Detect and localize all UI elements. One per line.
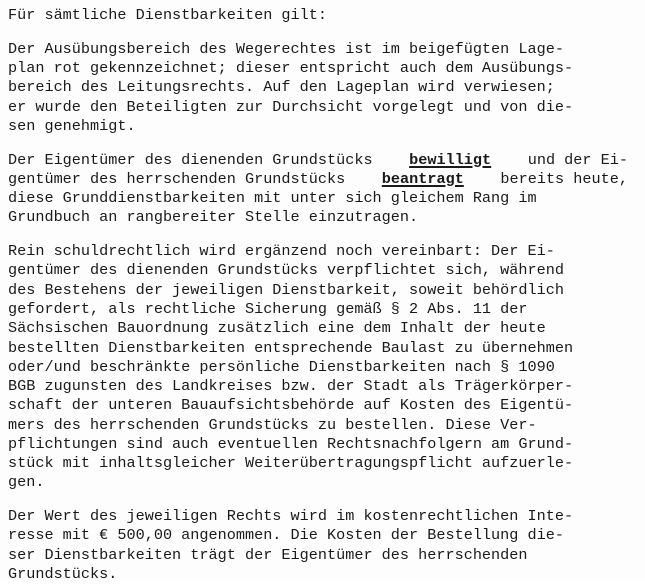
line-text: mers des herrschenden Grundstücks zu bestellen. Diese Ver-: [8, 415, 537, 434]
emphasized-word-beantragt: beantragt: [381, 169, 464, 188]
paragraph3-line: [8, 396, 628, 415]
paragraph4-line: [8, 526, 628, 545]
line-text-post: und der Ei-: [527, 150, 628, 169]
line-text: Sächsischen Bauordnung zusätzlich eine dem Inhalt der heute: [8, 319, 546, 338]
line-text: [8, 151, 628, 170]
line-text: [8, 170, 628, 189]
emphasized-word-bewilligt: bewilligt: [409, 150, 492, 169]
line-text: stück mit inhaltsgleicher Weiterübertragungspflicht aufzuerle-: [8, 454, 574, 473]
line-text: oder/und beschränkte persönliche Dienstbarkeiten nach § 1090: [8, 357, 555, 376]
paragraph3-line: [8, 261, 628, 280]
line-text: Grundstücks.: [8, 565, 118, 583]
document-heading: [8, 6, 628, 25]
paragraph4-line: [8, 546, 628, 565]
line-text: sen genehmigt.: [8, 116, 136, 135]
paragraph2-line: [8, 189, 628, 208]
line-text-pre: Der Eigentümer des dienenden Grundstücks: [8, 150, 373, 169]
line-text: Rein schuldrechtlich wird ergänzend noch vereinbart: Der Ei-: [8, 242, 555, 261]
paragraph3-line: [8, 300, 628, 319]
paragraph4-line: [8, 507, 628, 526]
line-text-post: bereits heute,: [500, 169, 628, 188]
line-text: bestellten Dienstbarkeiten entsprechende Baulast zu übernehmen: [8, 338, 574, 357]
paragraph3-line: [8, 454, 628, 473]
paragraph2-line: [8, 151, 628, 170]
paragraph3-line: [8, 358, 628, 377]
heading-text: Für sämtliche Dienstbarkeiten gilt:: [8, 6, 327, 24]
paragraph1-line: [8, 40, 628, 59]
paragraph3-line: [8, 435, 628, 454]
paragraph3-line: [8, 281, 628, 300]
line-text: gen.: [8, 473, 45, 492]
line-text: Der Ausübungsbereich des Wegerechtes ist im beigefügten Lage-: [8, 39, 564, 58]
paragraph3-line: [8, 473, 628, 492]
paragraph1-line: [8, 98, 628, 117]
line-text: gefordert, als rechtliche Sicherung gemäß § 2 Abs. 11 der: [8, 300, 528, 318]
paragraph1-line: [8, 117, 628, 136]
line-text: er wurde den Beteiligten zur Durchsicht vorgelegt und von die-: [8, 97, 574, 116]
line-text: bereich des Leitungsrechts. Auf den Lageplan wird verwiesen;: [8, 78, 555, 97]
line-text: resse mit € 500,00 angenommen. Die Kosten der Bestellung die-: [8, 526, 564, 545]
paragraph2-line: [8, 170, 628, 189]
line-text: gentümer des dienenden Grundstücks verpflichtet sich, während: [8, 261, 564, 280]
line-text: diese Grunddienstbarkeiten mit unter sich gleichem Rang im: [8, 189, 537, 208]
paragraph3-line: [8, 242, 628, 261]
paragraph2-line: [8, 208, 628, 227]
line-text: ser Dienstbarkeiten trägt der Eigentümer des herrschenden: [8, 545, 528, 564]
line-text: Der Wert des jeweiligen Rechts wird im kostenrechtlichen Inte-: [8, 507, 574, 526]
line-text-pre: gentümer des herrschenden Grundstücks: [8, 169, 346, 188]
line-text: Grundbuch an rangbereiter Stelle einzutragen.: [8, 208, 419, 227]
paragraph3-line: [8, 416, 628, 435]
line-text: schaft der unteren Bauaufsichtsbehörde auf Kosten des Eigentü-: [8, 396, 574, 415]
line-text: pflichtungen sind auch eventuellen Rechtsnachfolgern am Grund-: [8, 434, 574, 453]
paragraph3-line: [8, 339, 628, 358]
paragraph1-line: [8, 59, 628, 78]
paragraph1-line: [8, 78, 628, 97]
line-text: plan rot gekennzeichnet; dieser entspricht auch dem Ausübungs-: [8, 59, 574, 77]
paragraph3-line: [8, 377, 628, 396]
paragraph3-line: [8, 319, 628, 338]
line-text: des Bestehens der jeweiligen Dienstbarkeit, soweit behördlich: [8, 280, 564, 299]
line-text: BGB zugunsten des Landkreises bzw. der Stadt als Trägerkörper-: [8, 377, 574, 396]
paragraph4-line: [8, 565, 628, 584]
